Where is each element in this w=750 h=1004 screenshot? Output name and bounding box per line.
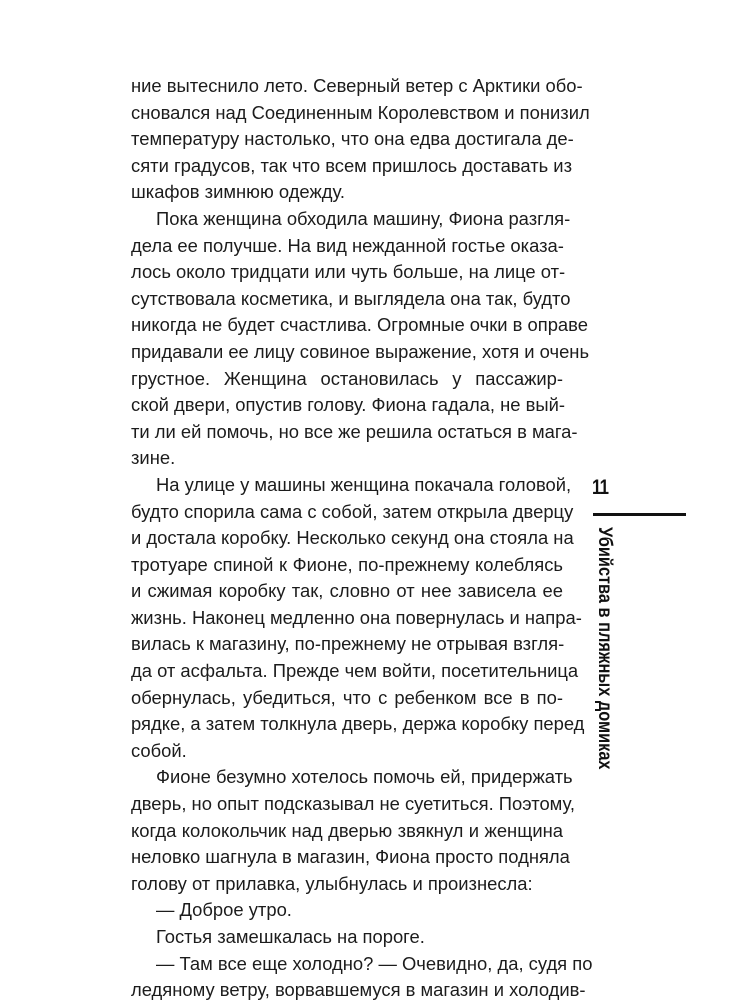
text-line: ти ли ей помочь, но все же решила остаться в мага- [131, 420, 578, 442]
text-line: рядке, а затем толкнула дверь, держа коробку перед [131, 713, 585, 735]
text-line: дверь, но опыт подсказывал не суетиться. Поэтому, [131, 793, 575, 815]
dialogue-line: — Доброе утро. [156, 899, 292, 921]
text-line: жизнь. Наконец медленно она повернулась и напра- [131, 606, 582, 628]
text-line: голову от прилавка, улыбнулась и произнесла: [131, 872, 533, 894]
text-line: На улице у машины женщина покачала головой, [156, 473, 572, 495]
text-line: сяти градусов, так что всем пришлось доставать из [131, 154, 573, 176]
text-line: и достала коробку. Несколько секунд она стояла на [131, 527, 574, 549]
text-line: сутствовала косметика, и выглядела она так, будто [131, 287, 571, 309]
running-title-container [591, 527, 619, 770]
text-line: неловко шагнула в магазин, Фиона просто подняла [131, 846, 570, 868]
text-line: никогда не будет счастлива. Огромные очки в оправе [131, 314, 588, 336]
text-line: придавали ее лицу совиное выражение, хотя и очень [131, 340, 590, 362]
text-line: дела ее получше. На вид нежданной гостье оказа- [131, 234, 564, 256]
page-number: 11 [592, 476, 609, 499]
text-line: температуру настолько, что она едва достигала де- [131, 128, 574, 150]
text-line: ской двери, опустив голову. Фиона гадала, не вый- [131, 394, 566, 416]
text-line: вилась к магазину, по-прежнему не отрывая взгля- [131, 633, 565, 655]
text-line: будто спорила сама с собой, затем открыла дверцу [131, 500, 574, 522]
text-line: Пока женщина обходила машину, Фиона разгля- [156, 207, 571, 229]
dialogue-line: — Там все еще холодно? — Очевидно, да, судя по [156, 952, 593, 974]
text-line: сновался над Соединенным Королевством и понизил [131, 101, 590, 123]
text-line: шкафов зимнюю одежду. [131, 181, 345, 203]
text-line: да от асфальта. Прежде чем войти, посетительница [131, 660, 579, 682]
text-line: когда колокольчик над дверью звякнул и женщина [131, 819, 563, 841]
text-line: ледяному ветру, ворвавшемуся в магазин и холодив- [131, 979, 586, 1001]
text-line: грустное. Женщина остановилась у пассажир- [131, 367, 563, 389]
text-line: лось около тридцати или чуть больше, на лице от- [131, 261, 566, 283]
running-title: Убийства в пляжных домиках [594, 527, 615, 770]
body-text [131, 73, 593, 1004]
text-line: и сжимая коробку так, словно от нее зависела ее [131, 580, 563, 602]
text-line: зине. [131, 447, 176, 469]
text-line: ние вытеснило лето. Северный ветер с Арктики обо- [131, 75, 583, 96]
text-line: Гостья замешкалась на пороге. [156, 926, 425, 947]
text-line: собой. [131, 739, 187, 761]
text-line: обернулась, убедиться, что с ребенком все в по- [131, 686, 563, 708]
text-line: Фионе безумно хотелось помочь ей, придержать [156, 766, 573, 788]
text-line: тротуаре спиной к Фионе, по-прежнему колеблясь [131, 553, 563, 575]
margin-rule [593, 513, 686, 516]
